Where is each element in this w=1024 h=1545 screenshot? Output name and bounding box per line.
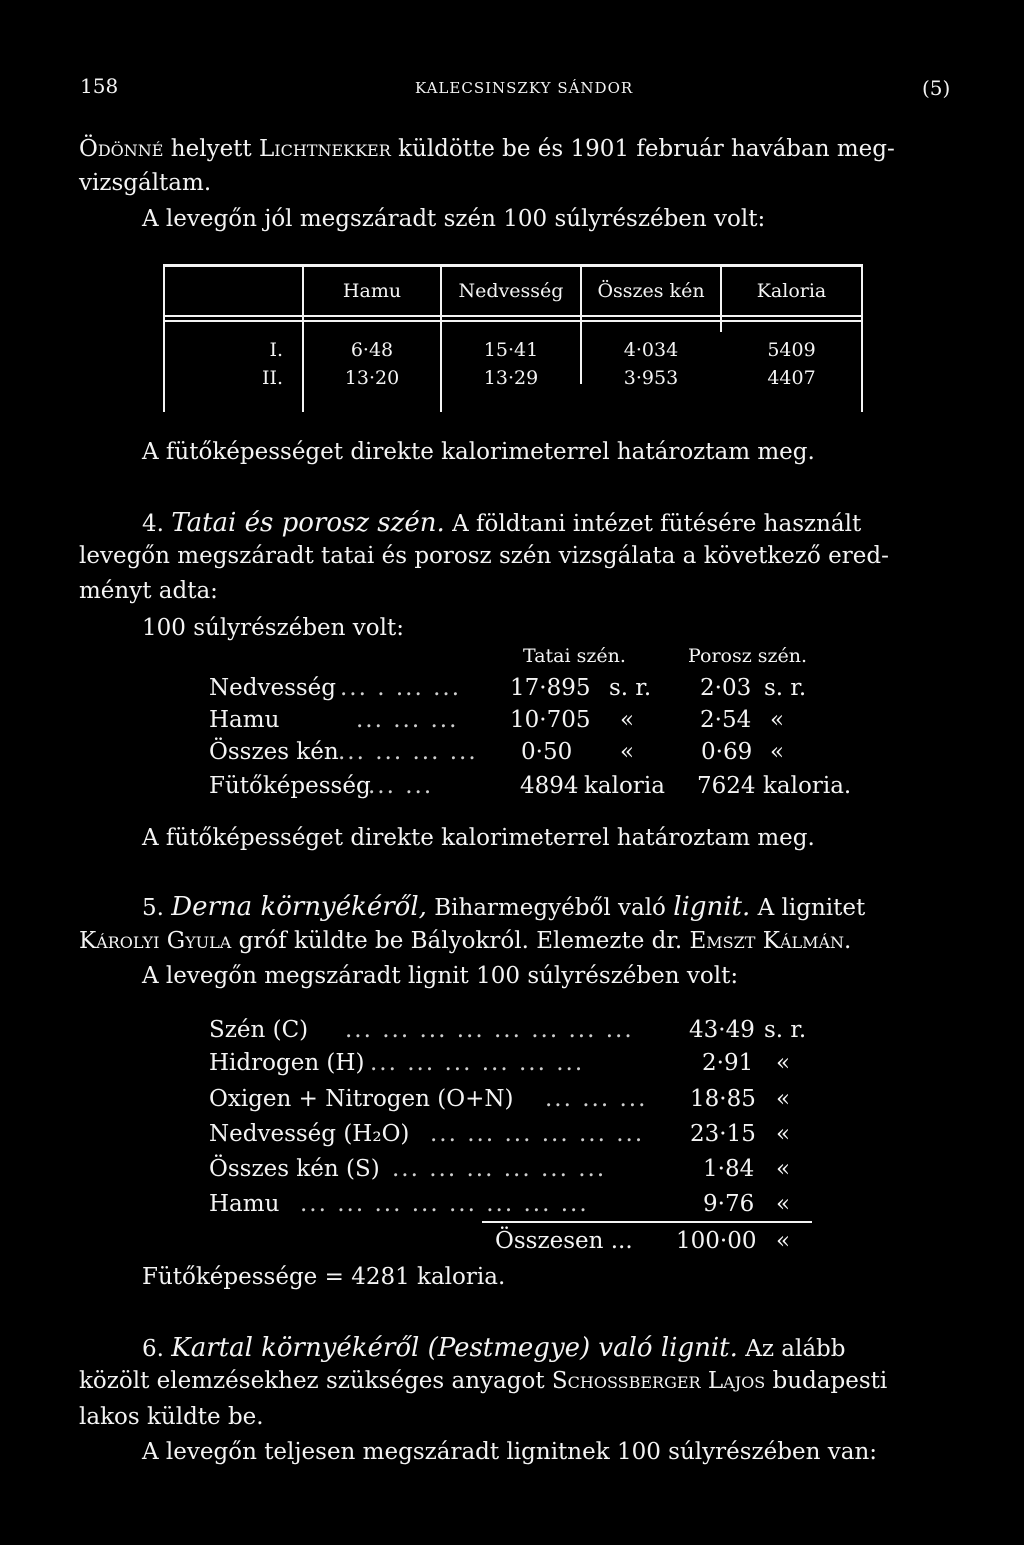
sec4-row-unit-porosz: kaloria. [763, 773, 852, 799]
table1-row2-nedvesseg: 13·29 [483, 367, 539, 389]
table1-vline-left [163, 266, 165, 412]
table1-header-hamu: Hamu [342, 280, 402, 302]
sec5-row-label: Hidrogen (H) [209, 1050, 365, 1076]
sec4-row-unit-porosz: « [770, 707, 785, 733]
table1-vline-right [861, 266, 863, 412]
sec5-number: 5. [142, 895, 164, 921]
sec4-row-unit-tatai: kaloria [584, 773, 665, 799]
sec5-row [0, 1052, 1024, 1080]
sec5-line-3: A levegőn megszáradt lignit 100 súlyrészében volt: [142, 963, 739, 989]
sec5-row-unit: « [776, 1191, 791, 1217]
table1-row2-ken: 3·953 [623, 367, 679, 389]
name-emszt-kalman: Emszt Kálmán. [689, 928, 852, 954]
sec6-line-1 [142, 1335, 845, 1361]
sec4-row-value-tatai: 4894 [520, 773, 579, 799]
sec5-row [0, 1019, 1024, 1047]
table1-row1-kaloria: 5409 [767, 339, 816, 361]
sec6-line-3: lakos küldte be. [79, 1404, 264, 1430]
intro-line-2: vizsgáltam. [79, 170, 212, 196]
table1-row2-hamu: 13·20 [344, 367, 400, 389]
page-number: 158 [80, 74, 119, 98]
sec6-line-1-rest: Az alább [745, 1336, 846, 1362]
sec5-title: Derna környékéről, [171, 892, 427, 922]
table1-row1-ken: 4·034 [623, 339, 679, 361]
sec5-row-unit: s. r. [764, 1017, 807, 1043]
sec4-row [0, 741, 1024, 769]
sec4-row [0, 709, 1024, 737]
sec5-row-label: Összes kén (S) [209, 1156, 380, 1182]
sec4-line-3: ményt adta: [79, 578, 218, 604]
table1-header-kaloria: Kaloria [756, 280, 827, 302]
sec4-row-value-tatai: 10·705 [510, 707, 591, 733]
intro-mid: helyett [170, 136, 252, 162]
name-schossberger-lajos: Schossberger Lajos [551, 1368, 766, 1394]
sec5-row-value: 18·85 [690, 1086, 756, 1112]
sec5-row-value: 43·49 [689, 1017, 755, 1043]
sec5-row-value: 9·76 [703, 1191, 755, 1217]
sec4-row-label: Hamu [209, 707, 280, 733]
sec6-title: Kartal környékéről (Pestmegye) való lignit. [171, 1333, 738, 1363]
sec4-row-leader: ... ... ... ... [338, 739, 478, 765]
sec5-row-unit: « [776, 1050, 791, 1076]
sec5-total [0, 1230, 1024, 1258]
sec6-line-2-b: budapesti [772, 1368, 888, 1394]
table1-row1-label: I. [269, 339, 283, 361]
sec4-line-4: 100 súlyrészében volt: [142, 615, 404, 641]
sec4-col-head-tatai: Tatai szén. [523, 645, 626, 667]
table1-row1-hamu: 6·48 [350, 339, 394, 361]
sec5-row-leader: ... ... ... ... ... ... ... ... [345, 1017, 634, 1043]
sec4-row-value-porosz: 2·54 [700, 707, 752, 733]
sec6-line-2 [79, 1370, 887, 1393]
sec5-line-1 [142, 894, 865, 920]
sec5-row-unit: « [776, 1156, 791, 1182]
running-title: KALECSINSZKY SÁNDOR [415, 79, 634, 97]
sec5-row-unit: « [776, 1086, 791, 1112]
sec4-row-label: Nedvesség [209, 675, 337, 701]
sec5-title-2: lignit. [673, 892, 751, 922]
sec4-row-unit-porosz: s. r. [764, 675, 807, 701]
name-odonne: Ödönné [79, 136, 164, 162]
sec4-row-value-tatai: 17·895 [510, 675, 591, 701]
sec4-number: 4. [142, 511, 164, 537]
sec5-mid: Biharmegyéből való [434, 895, 666, 921]
sec5-total-label: Összesen ... [495, 1228, 633, 1254]
note-calorimeter-1: A fütőképességet direkte kalorimeterrel határoztam meg. [142, 439, 815, 465]
sec5-row-leader: ... ... ... ... ... ... ... ... [300, 1191, 589, 1217]
sec6-number: 6. [142, 1336, 164, 1362]
table1 [0, 0, 1024, 420]
sec5-row-label: Oxigen + Nitrogen (O+N) [209, 1086, 514, 1112]
table1-header-rule-1 [163, 315, 863, 317]
sec5-line-2 [79, 930, 851, 953]
table1-header-rule-2 [163, 320, 863, 322]
sec4-line-2: levegőn megszáradt tatai és porosz szén vizsgálata a következő ered- [79, 543, 889, 569]
intro-rest: küldötte be és 1901 február havában meg- [398, 136, 895, 162]
sec6-line-4: A levegőn teljesen megszáradt lignitnek 100 súlyrészében van: [142, 1439, 878, 1465]
sec4-row-unit-tatai: « [620, 707, 635, 733]
sec4-line-1-rest: A földtani intézet fütésére használt [452, 511, 862, 537]
table1-row1-nedvesseg: 15·41 [483, 339, 539, 361]
sec4-row-leader: ... ... ... [356, 707, 459, 733]
sec4-row-leader: ... . ... ... [340, 675, 462, 701]
sec5-row-value: 23·15 [690, 1121, 756, 1147]
section-marker: (5) [922, 76, 951, 100]
sec4-title: Tatai és porosz szén. [171, 508, 445, 538]
name-karolyi-gyula: Károlyi Gyula [79, 928, 232, 954]
sec5-row-leader: ... ... ... ... ... ... [430, 1121, 645, 1147]
sec4-row-value-tatai: 0·50 [521, 739, 573, 765]
sec5-row-leader: ... ... ... ... ... ... [392, 1156, 607, 1182]
sec4-row [0, 775, 1024, 803]
sec4-row-label: Összes kén [209, 739, 339, 765]
sec5-total-unit: « [776, 1228, 791, 1254]
sec5-row-value: 1·84 [703, 1156, 755, 1182]
sec4-row-value-porosz: 7624 [697, 773, 756, 799]
sec4-row [0, 677, 1024, 705]
name-lichtnekker: Lichtnekker [258, 136, 391, 162]
sec5-row-label: Nedvesség (H₂O) [209, 1121, 410, 1147]
table1-header-osszes-ken: Összes kén [597, 280, 705, 302]
sec5-line-2-mid: gróf küldte be Bályokról. Elemezte dr. [238, 928, 683, 954]
sec5-heating-value: Fütőképessége = 4281 kaloria. [142, 1264, 506, 1290]
sec4-row-unit-tatai: s. r. [609, 675, 652, 701]
sec4-row-unit-porosz: « [770, 739, 785, 765]
sec5-row [0, 1123, 1024, 1151]
sec4-row-leader: ... ... [368, 773, 434, 799]
table1-header-nedvesseg: Nedvesség [458, 280, 564, 302]
intro-line-3: A levegőn jól megszáradt szén 100 súlyrészében volt: [142, 206, 766, 232]
sec4-col-head-porosz: Porosz szén. [688, 645, 808, 667]
sec4-row-value-porosz: 2·03 [700, 675, 752, 701]
table1-row2-kaloria: 4407 [767, 367, 816, 389]
table1-top-rule [163, 264, 863, 267]
sec5-row [0, 1158, 1024, 1186]
sec4-line-1 [142, 510, 861, 536]
sec5-total-value: 100·00 [676, 1228, 757, 1254]
note-calorimeter-2: A fütőképességet direkte kalorimeterrel határoztam meg. [142, 825, 815, 851]
sec5-row-label: Hamu [209, 1191, 280, 1217]
sec5-row-leader: ... ... ... [545, 1086, 648, 1112]
sec5-line-1-rest: A lignitet [757, 895, 866, 921]
sec5-row-leader: ... ... ... ... ... ... [370, 1050, 585, 1076]
sec4-row-value-porosz: 0·69 [701, 739, 753, 765]
sec5-row-unit: « [776, 1121, 791, 1147]
sec5-row [0, 1193, 1024, 1221]
sec5-row [0, 1088, 1024, 1116]
sec5-row-label: Szén (C) [209, 1017, 309, 1043]
sec4-row-unit-tatai: « [620, 739, 635, 765]
sum-rule [482, 1221, 812, 1223]
sec4-row-label: Fütőképesség [209, 773, 371, 799]
sec5-row-value: 2·91 [702, 1050, 754, 1076]
table1-row2-label: II. [261, 367, 283, 389]
sec6-line-2-a: közölt elemzésekhez szükséges anyagot [79, 1368, 545, 1394]
